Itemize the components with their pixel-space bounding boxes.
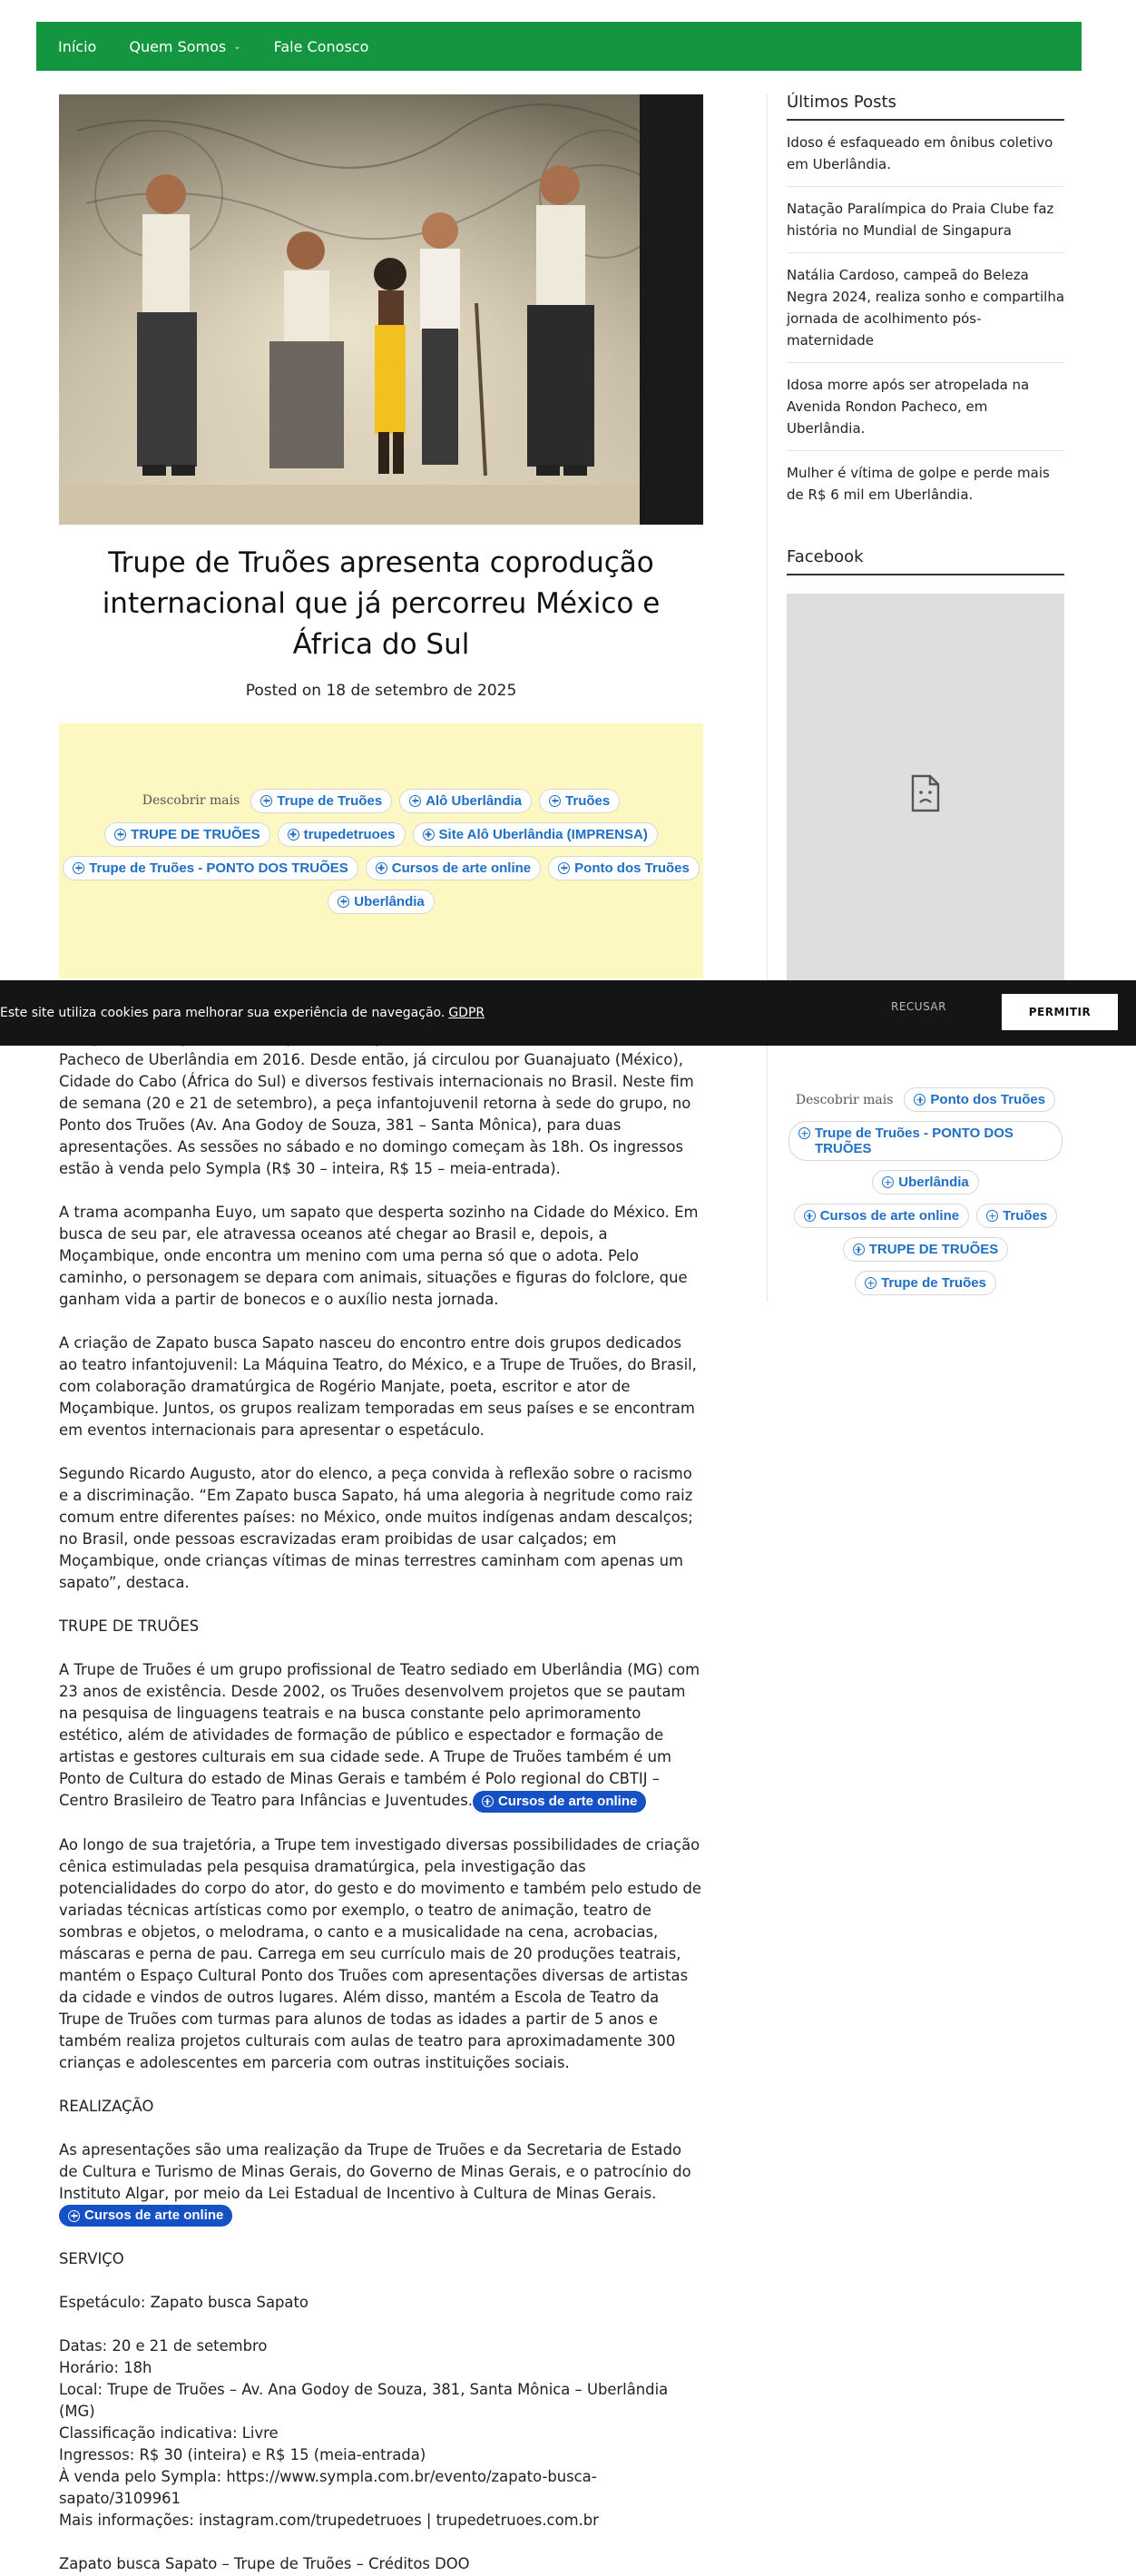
article-paragraph: Pacheco de Uberlândia em 2016. Desde então, já circulou por Guanajuato (México), Cidade do Cabo (África do Sul) e diversos festivais internacionais no Brasil. Neste fim de semana (20 e 21 de setembro), a peça infantojuvenil retorna à sede do grupo, no Ponto dos Truões (Av. Ana Godoy de Souza, 381 – Santa Mônica), para duas apresentações. As sessões no sábado e no domingo começam às 18h. Os ingressos estão à venda pelo Sympla (R$ 30 – inteira, R$ 15 – meia-entrada).	[59, 1051, 694, 1177]
plus-circle-icon	[68, 2210, 80, 2222]
article-paragraph: Ao longo de sua trajetória, a Trupe tem investigado diversas possibilidades de criação cênica estimuladas pela pesquisa dramatúrgica, pela investigação das potencialidades do corpo do ator, do gesto e do movimento e também pelo estudo de variadas técnicas artísticas como por exemplo, o teatro de animação, teatro de sombras e objetos, o melodrama, o canto e a musicalidade na cena, acrobacias, máscaras e perna de pau. Carrega em seu currículo mais de 20 produções teatrais, mantém o Espaço Cultural Ponto dos Truões com apresentações diversas de artistas da cidade e vindos de outros lugares. Além disso, mantém a Escola de Teatro da Trupe de Truões com turmas para alunos de todas as idades a partir de 5 anos e também realiza projetos culturais com aulas de teatro para aproximadamente 300 crianças e adolescentes em parceria com outras instituições sociais.	[59, 1835, 701, 2071]
latest-posts-heading: Últimos Posts	[787, 93, 1064, 121]
ad-chip[interactable]	[548, 856, 700, 880]
service-line: À venda pelo Sympla: https://www.sympla.com.br/evento/zapato-busca-sapato/3109961	[59, 2468, 597, 2507]
chip-label: Ponto dos Truões	[930, 1092, 1046, 1107]
chip-label: Cursos de arte online	[391, 860, 532, 876]
chip-label: Truões	[1003, 1208, 1048, 1224]
main-content	[59, 94, 703, 2576]
chip-label: Trupe de Truões	[881, 1275, 986, 1291]
chip-label: Alô Uberlândia	[426, 792, 523, 809]
refuse-cookies-button[interactable]: RECUSAR	[891, 1000, 946, 1013]
plus-circle-icon	[549, 795, 561, 807]
plus-circle-icon	[338, 896, 349, 908]
article-paragraph	[59, 2139, 703, 2227]
ad-chip[interactable]	[855, 1271, 996, 1295]
plus-circle-icon	[882, 1176, 894, 1188]
ad-chip[interactable]	[250, 789, 392, 813]
plus-circle-icon	[288, 829, 299, 841]
nav-item-quem-somos[interactable]	[129, 38, 240, 55]
ad-chip[interactable]	[278, 822, 406, 847]
paragraph-text: A Trupe de Truões é um grupo profissional de Teatro sediado em Uberlândia (MG) com 23 anos de existência. Desde 2002, os Truões desenvolvem projetos que se pautam na pesquisa de linguagens teatrais e na busca constante pelo aprimoramento estético, além de atividades de formação de público e espectador e formação de artistas e gestores culturais em sua cidade sede. A Trupe de Truões também é um Ponto de Cultura do estado de Minas Gerais e também é Polo regional do CBTIJ – Centro Brasileiro de Teatro para Infâncias e Juventudes.	[59, 1661, 700, 1809]
article-title: Trupe de Truões apresenta coprodução internacional que já percorreu México e África do Sul	[102, 546, 661, 661]
chip-label: TRUPE DE TRUÕES	[131, 826, 260, 842]
ad-chip[interactable]	[843, 1237, 1009, 1262]
latest-post-link[interactable]: Idosa morre após ser atropelada na Avenida Rondon Pacheco, em Uberlândia.	[787, 363, 1064, 451]
ad-box	[59, 723, 703, 978]
plus-circle-icon	[853, 1244, 865, 1255]
chip-label: Cursos de arte online	[497, 1793, 638, 1809]
broken-document-icon	[910, 774, 941, 812]
theater-photo	[59, 94, 703, 525]
ad-chips-row	[104, 822, 658, 847]
ad-chips-row	[328, 890, 435, 914]
chip-label: Site Alô Uberlândia (IMPRENSA)	[438, 826, 648, 842]
chip-label: trupedetruoes	[303, 826, 396, 842]
ad-chip[interactable]	[976, 1204, 1057, 1228]
latest-post-link[interactable]: Natália Cardoso, campeã do Beleza Negra 2024, realiza sonho e compartilha jornada de acolhimento pós-maternidade	[787, 253, 1064, 363]
article-paragraph	[59, 1659, 703, 1813]
hero-image	[59, 94, 703, 525]
discover-more-label: Descobrir mais	[795, 1092, 894, 1107]
facebook-embed	[787, 594, 1064, 993]
ad-chip[interactable]	[104, 822, 270, 847]
article-paragraph: A criação de Zapato busca Sapato nasceu do encontro entre dois grupos dedicados ao teatro infantojuvenil: La Máquina Teatro, do México, e a Trupe de Truões, do Brasil, com colaboração dramatúrgica de Rogério Manjate, poeta, escritor e ator de Moçambique. Juntos, os grupos realizam temporadas em seus países e se encontram em eventos internacionais para apresentar o espetáculo.	[59, 1334, 697, 1439]
plus-circle-icon	[482, 1795, 494, 1807]
ad-chip[interactable]	[413, 822, 658, 847]
service-line: Mais informações: instagram.com/trupedetruoes | trupedetruoes.com.br	[59, 2512, 599, 2529]
article-paragraph: A trama acompanha Euyo, um sapato que desperta sozinho na Cidade do México. Em busca de seu par, ele atravessa oceanos até chegar ao Brasil e, depois, a Moçambique, onde encontra um menino com uma perna só que o adota. Pelo caminho, o personagem se depara com animais, situações e figuras do folclore, que ganham vida a partir de bonecos e o auxílio nesta jornada.	[59, 1204, 699, 1308]
chip-label: Trupe de Truões - PONTO DOS TRUÕES	[89, 860, 348, 876]
section-heading: REALIZAÇÃO	[59, 2097, 154, 2115]
latest-post-link[interactable]: Idoso é esfaqueado em ônibus coletivo em Uberlândia.	[787, 121, 1064, 187]
nav-item-label: Fale Conosco	[273, 37, 369, 55]
section-heading: SERVIÇO	[59, 2250, 124, 2267]
service-line: Local: Trupe de Truões – Av. Ana Godoy de Souza, 381, Santa Mônica – Uberlândia (MG)	[59, 2381, 669, 2420]
nav-item-label: Quem Somos	[129, 37, 227, 55]
ad-chip[interactable]	[872, 1170, 979, 1195]
paragraph-text: As apresentações são uma realização da Trupe de Truões e da Secretaria de Estado de Cultura e Turismo de Minas Gerais, do Governo de Minas Gerais, e o patrocínio do Instituto Algar, por meio da Lei Estadual de Incentivo à Cultura de Minas Gerais.	[59, 2140, 691, 2202]
allow-cookies-button[interactable]: PERMITIR	[1002, 994, 1118, 1030]
plus-circle-icon	[409, 795, 421, 807]
chip-label: Uberlândia	[354, 893, 425, 909]
ad-chip[interactable]	[794, 1204, 969, 1228]
ad-chip[interactable]	[904, 1087, 1055, 1112]
plus-circle-icon	[423, 829, 435, 841]
chip-label: Ponto dos Truões	[574, 860, 690, 876]
plus-circle-icon	[114, 829, 126, 841]
service-details	[59, 2335, 703, 2532]
article-body	[59, 1027, 703, 2575]
nav-item-inicio[interactable]	[58, 38, 96, 55]
chip-label: TRUPE DE TRUÕES	[868, 1242, 999, 1257]
chip-label: Uberlândia	[898, 1175, 969, 1190]
section-heading: TRUPE DE TRUÕES	[59, 1617, 200, 1635]
service-line: Espetáculo: Zapato busca Sapato	[59, 2294, 308, 2311]
plus-circle-icon	[804, 1210, 816, 1222]
ad-chips-row	[63, 856, 700, 880]
plus-circle-icon	[914, 1094, 925, 1106]
cookie-text: Este site utiliza cookies para melhorar sua experiência de navegação.	[0, 1006, 446, 1020]
ad-chip[interactable]	[328, 890, 435, 914]
sidebar	[787, 93, 1064, 1295]
nav-item-fale-conosco[interactable]	[274, 38, 369, 55]
chip-label: Truões	[565, 792, 611, 809]
chip-label: Cursos de arte online	[819, 1208, 960, 1224]
sidebar-ad-chips	[787, 1087, 1064, 1295]
photo-caption: Zapato busca Sapato – Trupe de Truões – Créditos DOO	[59, 2555, 470, 2572]
facebook-heading: Facebook	[787, 547, 1064, 575]
ad-chip-inline[interactable]	[59, 2205, 232, 2227]
service-line: Classificação indicativa: Livre	[59, 2424, 279, 2442]
ad-chips-row	[794, 1204, 1058, 1228]
latest-post-link[interactable]: Mulher é vítima de golpe e perde mais de R$ 6 mil em Uberlândia.	[787, 465, 1050, 503]
cookie-banner	[0, 980, 1136, 1046]
chip-label: Trupe de Truões	[277, 792, 383, 809]
main-navigation	[36, 22, 1082, 71]
ad-chip[interactable]	[63, 856, 358, 880]
service-line: Ingressos: R$ 30 (inteira) e R$ 15 (meia-entrada)	[59, 2446, 426, 2463]
discover-more-label: Descobrir mais	[142, 793, 240, 808]
ad-chip[interactable]	[366, 856, 541, 880]
ad-chip-inline[interactable]	[473, 1791, 646, 1813]
service-line: Horário: 18h	[59, 2359, 152, 2376]
plus-circle-icon	[558, 862, 570, 874]
ad-chip[interactable]	[399, 789, 532, 813]
nav-item-label: Início	[58, 37, 97, 55]
article-paragraph: Segundo Ricardo Augusto, ator do elenco, a peça convida à reflexão sobre o racismo e a discriminação. “Em Zapato busca Sapato, há uma alegoria à negritude como raiz comum entre diferentes países: no México, onde muitos indígenas andam descalços; no Brasil, onde pessoas escravizadas eram proibidas de usar calçados; em Moçambique, onde crianças vítimas de minas terrestres caminham com apenas um sapato”, destaca.	[59, 1465, 693, 1591]
plus-circle-icon	[865, 1277, 876, 1289]
ad-chips-row	[142, 789, 620, 813]
plus-circle-icon	[376, 862, 387, 874]
chip-label: Cursos de arte online	[84, 2207, 224, 2223]
plus-circle-icon	[798, 1127, 810, 1139]
plus-circle-icon	[986, 1210, 998, 1222]
ad-chip[interactable]	[539, 789, 620, 813]
post-date: Posted on 18 de setembro de 2025	[245, 682, 517, 700]
ad-chip[interactable]	[788, 1121, 1063, 1161]
service-line: Datas: 20 e 21 de setembro	[59, 2337, 268, 2355]
sidebar-divider	[767, 94, 768, 1302]
plus-circle-icon	[73, 862, 84, 874]
ad-chips-row	[796, 1087, 1055, 1112]
gdpr-link[interactable]: GDPR	[448, 1006, 485, 1020]
cookie-message	[0, 1006, 485, 1020]
chevron-down-icon: ⌄	[233, 41, 241, 52]
plus-circle-icon	[260, 795, 272, 807]
latest-post-link[interactable]: Natação Paralímpica do Praia Clube faz história no Mundial de Singapura	[787, 187, 1064, 253]
chip-label: Trupe de Truões - PONTO DOS TRUÕES	[815, 1126, 1014, 1156]
